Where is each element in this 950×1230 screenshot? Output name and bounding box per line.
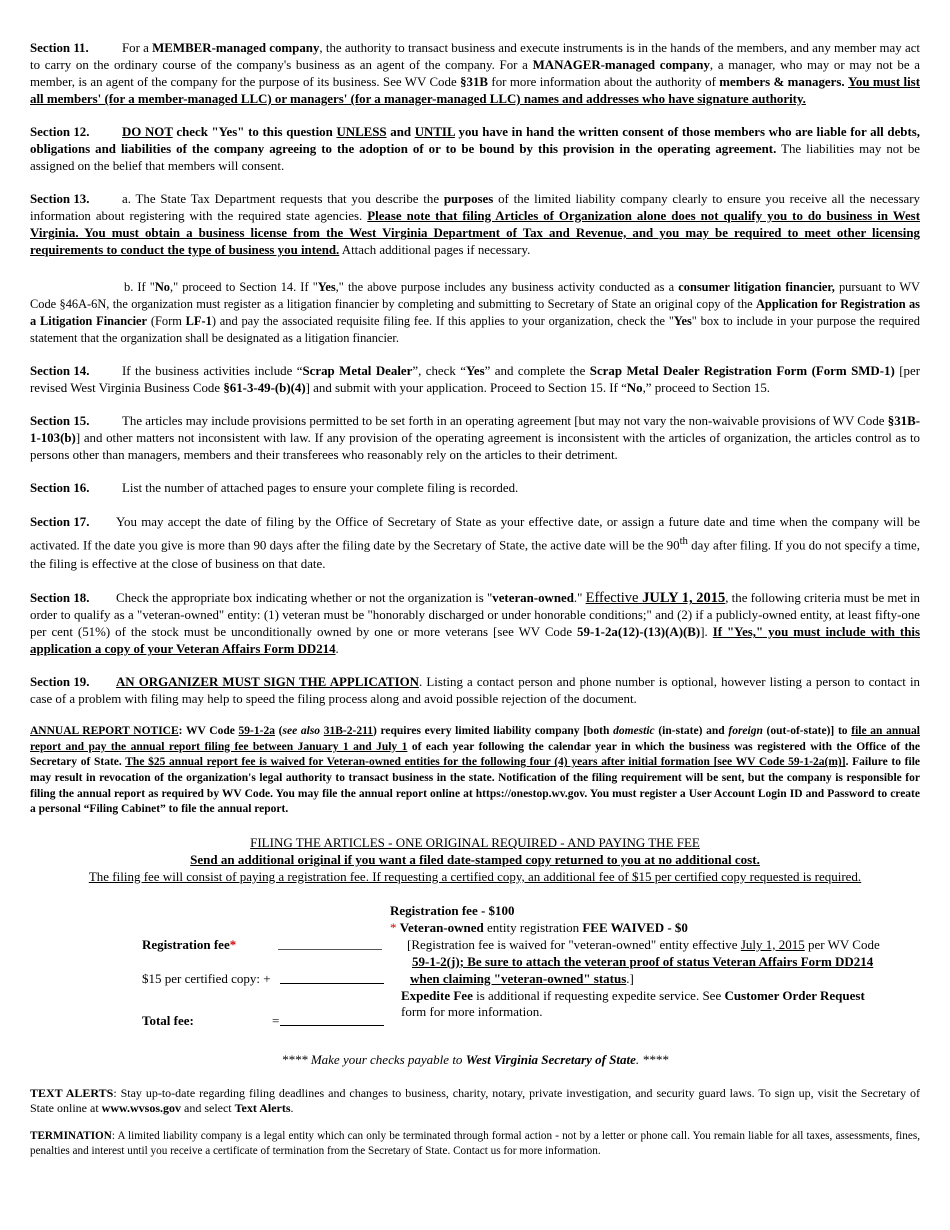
total-fee-field[interactable]: [280, 1013, 384, 1031]
expedite-fee-line1: Expedite Fee is additional if requesting expedite service. See Customer Order Request: [401, 987, 865, 1003]
total-fee-equals: =: [272, 1012, 280, 1028]
section-13a: Section 13. a. The State Tax Department requests that you describe the purposes of the limited liability company clearly to ensure you receive all the necessary information about registering with the required state agencies. Please note that filing Articles of Organization alone does not qualify you to do business in West Virginia. You must obtain a business license from the West Virginia Department of Tax and Revenue, and you may be required to meet other licensing requirements to conduct the type of business you intend. Attach additional pages if necessary.: [30, 192, 920, 257]
filing-note: The filing fee will consist of paying a registration fee. If requesting a certified copy, an additional fee of $15 per certified copy requested is required.: [88, 868, 862, 884]
section-11: Section 11. For a MEMBER-managed company, the authority to transact business and execute instruments is in the hands of the members, and any member may act to carry on the ordinary course of the company's business as an agent of the company. For a MANAGER-managed company, a manager, who may or may not be a member, is an agent of the company for the purpose of its business. See WV Code §31B for more information about the authority of members & managers. You must list all members' (for a member-managed LLC) or managers' (for a manager-managed LLC) names and addresses who have signature authority.: [30, 41, 921, 106]
total-fee-label: Total fee:: [142, 1012, 194, 1028]
section-17-heading: Section 17.: [30, 515, 90, 529]
registration-fee-label: Registration fee*: [142, 936, 237, 952]
waiver-note-line3: when claiming "veteran-owned" status.]: [410, 970, 634, 986]
registration-fee-field[interactable]: [278, 937, 382, 955]
filing-title: FILING THE ARTICLES - ONE ORIGINAL REQUIRED - AND PAYING THE FEE: [250, 834, 700, 850]
text-alerts: TEXT ALERTS: Stay up-to-date regarding filing deadlines and changes to business, charity, notary, private investigation, and security guard laws. To sign up, visit the Secretary of State online at www.wvsos.gov and select Text Alerts.: [30, 1085, 920, 1116]
section-13-heading: Section 13.: [30, 192, 90, 206]
filing-header: [30, 834, 920, 885]
section-19: Section 19. AN ORGANIZER MUST SIGN THE APPLICATION. Listing a contact person and phone number is optional, however listing a person to contact in case of a problem with filing may help to speed the filing process along and avoid possible rejection of the document.: [30, 675, 921, 707]
section-14: Section 14. If the business activities include “Scrap Metal Dealer”, check “Yes” and complete the Scrap Metal Dealer Registration Form (Form SMD-1) [per revised West Virginia Business Code §61-3-49-(b)(4)] and submit with your application. Proceed to Section 15. If “No,” proceed to Section 15.: [30, 364, 920, 395]
section-12-heading: Section 12.: [30, 125, 90, 139]
section-15-heading: Section 15.: [30, 414, 90, 428]
section-16-heading: Section 16.: [30, 481, 90, 495]
registration-fee-amount: Registration fee - $100: [390, 902, 515, 918]
certified-copy-field[interactable]: [280, 971, 384, 989]
section-15: Section 15. The articles may include provisions permitted to be set forth in an operating agreement [but may not vary the non-waivable provisions of WV Code §31B-1-103(b)] and other matters not inconsistent with law. If any provision of the operating agreement is inconsistent with the articles of organization, the articles control as to persons other than managers, members and their transferees who reasonably rely on the articles to their detriment.: [30, 414, 920, 462]
section-19-heading: Section 19.: [30, 675, 90, 690]
section-18-heading: Section 18.: [30, 591, 90, 606]
section-11-heading: Section 11.: [30, 41, 89, 55]
expedite-fee-line2: form for more information.: [401, 1003, 543, 1019]
termination-note: TERMINATION: A limited liability company is a legal entity which can only be terminated through formal action - not by a letter or phone call. You remain liable for all taxes, assessments, fines, penalties and interest until you receive a certificate of termination from the Secretary of State. Contact us for more information.: [30, 1130, 920, 1158]
section-16: Section 16. List the number of attached pages to ensure your complete filing is recorded.: [30, 481, 519, 495]
section-17: Section 17. You may accept the date of filing by the Office of Secretary of State as your effective date, or assign a future date and time when the company will be activated. If the date you give is more than 90 days after the filing date by the Secretary of State, the active date will be the 90th day after filing. If you do not specify a time, the filing is effective at the close of business on that date.: [30, 515, 920, 572]
certified-copy-label: $15 per certified copy: +: [142, 970, 271, 986]
filing-subtitle: Send an additional original if you want a filed date-stamped copy returned to you at no additional cost.: [190, 851, 760, 867]
section-14-heading: Section 14.: [30, 364, 90, 378]
checks-payable-note: **** Make your checks payable to West Virginia Secretary of State. ****: [281, 1051, 669, 1067]
veteran-fee-waived: * Veteran-owned entity registration FEE WAIVED - $0: [390, 919, 688, 935]
section-13b: b. If "No," proceed to Section 14. If "Yes," the above purpose includes any business activity conducted as a consumer litigation financier, pursuant to WV Code §46A-6N, the organization must register as a litigation financier by completing and submitting to Secretary of State an original copy of the Application for Registration as a Litigation Financier (Form LF-1) and pay the associated requisite filing fee. If this applies to your organization, check the "Yes" box to include in your purpose the required statement that the organization shall be designated as a litigation financier.: [30, 280, 920, 345]
waiver-note-line2: 59-1-2(j); Be sure to attach the veteran proof of status Veteran Affairs Form DD214: [412, 953, 874, 969]
section-12: Section 12. DO NOT check "Yes" to this question UNLESS and UNTIL you have in hand the written consent of those members who are liable for all debts, obligations and liabilities of the company agreeing to the adoption of or to be bound by this provision in the operating agreement. The liabilities may not be assigned on the belief that members will consent.: [30, 125, 921, 173]
fee-section: [30, 903, 920, 1038]
annual-report-notice: ANNUAL REPORT NOTICE: WV Code 59-1-2a (see also 31B-2-211) requires every limited liability company [both domestic (in-state) and foreign (out-of-state)] to file an annual report and pay the annual report filing fee between January 1 and July 1 of each year following the calendar year in which the business was registered with the Office of the Secretary of State. The $25 annual report fee is waived for Veteran-owned entities for the following four (4) years after initial formation [see WV Code 59-1-2a(m)]. Failure to file may result in revocation of the organization's legal authority to transact business in the state. Notification of the filing requirement will be sent, but the company is responsible for filing the annual report as required by WV Code. You may file the annual report online at https://onestop.wv.gov. You must register a User Account Login ID and Password to create a personal “Filing Cabinet” to file the annual report.: [30, 725, 920, 816]
waiver-note-line1: [Registration fee is waived for "veteran-owned" entity effective July 1, 2015 per WV Code: [407, 936, 880, 952]
section-18: Section 18. Check the appropriate box indicating whether or not the organization is "veteran-owned." Effective JULY 1, 2015, the following criteria must be met in order to qualify as a "veteran-owned" entity: (1) veteran must be "honorably discharged or under honorable conditions;" and (2) if a publicly-owned entity, at least fifty-one per cent (51%) of the stock must be unconditionally owned by one or more veterans [see WV Code 59-1-2a(12)-(13)(A)(B)]. If "Yes," you must include with this application a copy of your Veteran Affairs Form DD214.: [30, 590, 920, 657]
